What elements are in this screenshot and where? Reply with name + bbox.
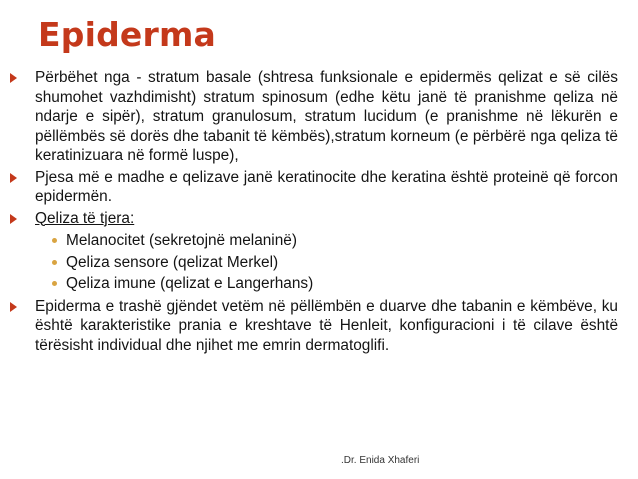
bullet-text: Epiderma e trashë gjëndet vetëm në pëllëmbën e duarve dhe tabanin e këmbëve, ku është karakteristike prania e kreshtave të Henleit, konfiguracioni i të cilave është tërësisht individual dhe njihet me emrin dermatoglifi. bbox=[35, 297, 618, 354]
sub-bullet-item bbox=[10, 273, 618, 295]
bullet-text: Përbëhet nga - stratum basale (shtresa funksionale e epidermës qelizat e së cilës shumohet vazhdimisht) stratum spinosum (edhe këtu janë të pranishme qeliza në ndarje e sipër), stratum granulosum, stratum lucidum (e pranishme në lëkurën e pëllëmbës së dorës dhe tabanit të këmbës),stratum korneum (e përbërë nga qeliza të keratinizuara në formë luspe), bbox=[35, 69, 618, 164]
dot-icon bbox=[52, 260, 57, 265]
footer-author: .Dr. Enida Xhaferi bbox=[341, 455, 420, 466]
triangle-right-icon bbox=[10, 302, 17, 312]
sub-bullet-text: Qeliza sensore (qelizat Merkel) bbox=[66, 253, 279, 271]
triangle-right-icon bbox=[10, 214, 17, 224]
bullet-item bbox=[10, 297, 618, 356]
sub-bullet-item bbox=[10, 230, 618, 252]
bullet-text: Pjesa më e madhe e qelizave janë keratinocite dhe keratina është proteinë që forcon epidermën. bbox=[35, 168, 618, 205]
sub-bullet-item bbox=[10, 252, 618, 274]
bullet-item bbox=[10, 209, 618, 229]
triangle-right-icon bbox=[10, 73, 17, 83]
sub-bullet-text: Qeliza imune (qelizat e Langerhans) bbox=[66, 275, 314, 292]
slide-title: Epiderma bbox=[38, 15, 217, 54]
dot-icon bbox=[52, 281, 57, 286]
triangle-right-icon bbox=[10, 173, 17, 183]
bullet-text: Qeliza të tjera: bbox=[35, 209, 135, 227]
sub-bullet-text: Melanocitet (sekretojnë melaninë) bbox=[66, 232, 297, 249]
bullet-list bbox=[10, 68, 618, 357]
bullet-item bbox=[10, 68, 618, 166]
bullet-item bbox=[10, 168, 618, 207]
dot-icon bbox=[52, 238, 57, 243]
